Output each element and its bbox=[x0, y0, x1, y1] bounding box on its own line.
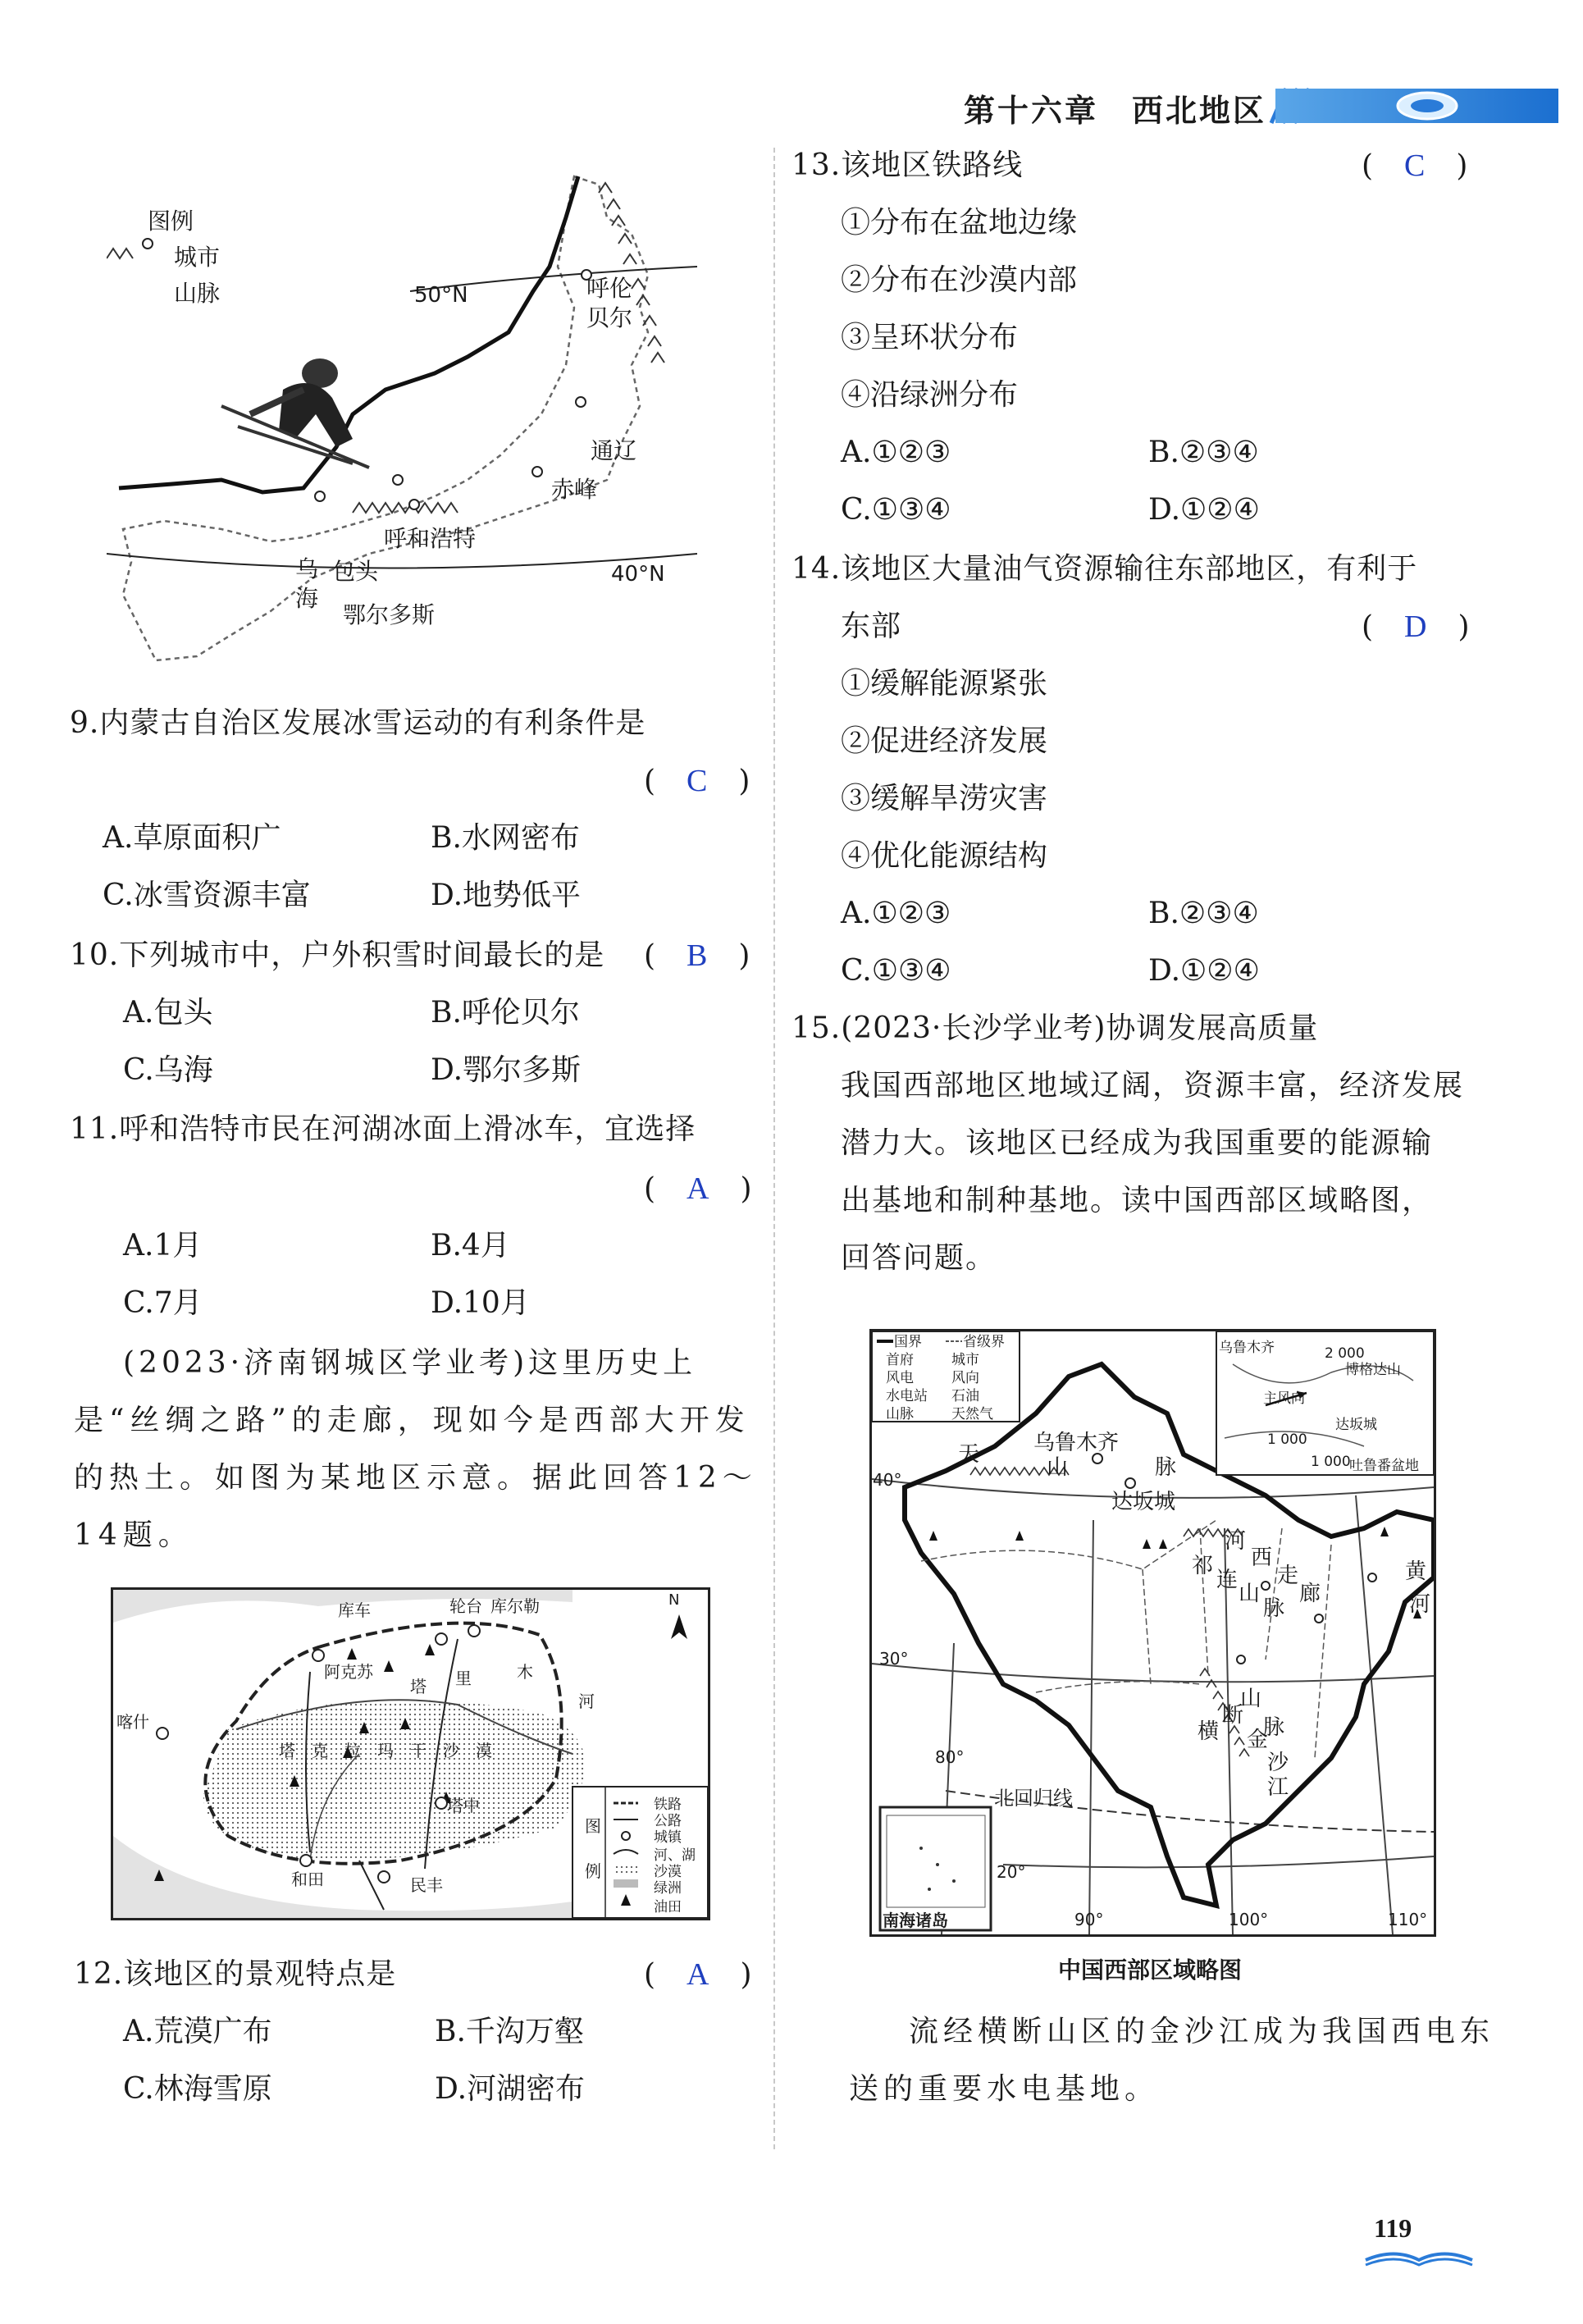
city-baotou: 包头 bbox=[332, 558, 379, 585]
q10-option-a: A.包头 bbox=[123, 996, 213, 1030]
legend2-title-2: 例 bbox=[585, 1861, 601, 1881]
q14-answer-box: ( D ) bbox=[1362, 610, 1471, 644]
q13-item-2: ②分布在沙漠内部 bbox=[841, 263, 1078, 297]
label-urumqi: 乌鲁木齐 bbox=[1033, 1431, 1120, 1455]
page-number: 119 bbox=[1374, 2213, 1412, 2243]
intro-line-4: 14题。 bbox=[74, 1518, 194, 1552]
label-sha: 沙 bbox=[1267, 1751, 1289, 1775]
place-hotan: 和田 bbox=[291, 1870, 324, 1889]
label-shan-2: 山 bbox=[1239, 1582, 1261, 1606]
city-ordos: 鄂尔多斯 bbox=[343, 601, 436, 628]
q13-stem: 13.该地区铁路线 bbox=[792, 148, 1024, 182]
skier-icon bbox=[221, 358, 369, 468]
place-he: 河 bbox=[578, 1692, 595, 1711]
inset-bogda: 博格达山 bbox=[1345, 1362, 1401, 1378]
inset-h2000: 2 000 bbox=[1325, 1345, 1365, 1362]
q13-answer: C bbox=[1404, 148, 1426, 183]
label-mai-2: 脉 bbox=[1263, 1596, 1285, 1621]
label-mai-1: 脉 bbox=[1155, 1455, 1177, 1480]
label-shan-3: 山 bbox=[1240, 1687, 1262, 1711]
q9-option-a: A.草原面积广 bbox=[103, 821, 281, 855]
city-hulun: 呼伦 bbox=[586, 275, 633, 302]
place-minfeng: 民丰 bbox=[410, 1875, 443, 1895]
place-li: 里 bbox=[455, 1669, 472, 1688]
place-aksu: 阿克苏 bbox=[324, 1662, 373, 1682]
q10-option-c: C.乌海 bbox=[123, 1053, 213, 1087]
legend3-border: 国界 bbox=[894, 1334, 922, 1350]
label-heng: 横 bbox=[1198, 1719, 1220, 1744]
label-huang: 黄 bbox=[1405, 1559, 1427, 1584]
q13-option-d: D.①②④ bbox=[1148, 493, 1260, 527]
label-jin: 金 bbox=[1247, 1728, 1269, 1752]
coord-lon80: 80° bbox=[935, 1747, 965, 1767]
q15-line-2: 潜力大。该地区已经成为我国重要的能源输 bbox=[841, 1126, 1434, 1160]
legend3-capital: 首府 bbox=[886, 1352, 914, 1368]
q11-option-b: B.4月 bbox=[431, 1229, 510, 1262]
legend3-wind: 风电 bbox=[886, 1370, 914, 1386]
q9-stem: 9.内蒙古自治区发展冰雪运动的有利条件是 bbox=[70, 706, 646, 740]
lat-50-label: 50°N bbox=[414, 283, 468, 308]
coord-lon110: 110° bbox=[1388, 1910, 1428, 1929]
place-kuche: 库车 bbox=[338, 1600, 371, 1620]
place-takla: 塔 克 拉 玛 干 沙 漠 bbox=[279, 1741, 492, 1760]
q14-answer: D bbox=[1404, 610, 1428, 644]
north-label: N bbox=[668, 1591, 680, 1609]
q12-answer: A bbox=[687, 1957, 710, 1992]
label-mai-3: 脉 bbox=[1263, 1715, 1285, 1740]
place-kashgar: 喀什 bbox=[116, 1712, 149, 1732]
label-lang: 廊 bbox=[1299, 1582, 1321, 1606]
q14-option-d: D.①②④ bbox=[1148, 954, 1260, 988]
q11-option-d: D.10月 bbox=[431, 1286, 530, 1320]
label-lian: 连 bbox=[1216, 1568, 1239, 1592]
inset-h1000b: 1 000 bbox=[1311, 1454, 1351, 1470]
q9-answer: C bbox=[687, 764, 709, 798]
q13-item-1: ①分布在盆地边缘 bbox=[841, 206, 1078, 240]
city-wuhai-2: 海 bbox=[295, 585, 319, 612]
legend-mountain-label: 山脉 bbox=[174, 280, 221, 307]
label-qi: 祁 bbox=[1192, 1554, 1214, 1578]
q12-option-b: B.千沟万壑 bbox=[435, 2015, 584, 2048]
q10-answer: B bbox=[687, 938, 709, 973]
city-wuhai-1: 乌 bbox=[295, 555, 319, 582]
coord-lon90: 90° bbox=[1074, 1910, 1104, 1929]
q11-option-a: A.1月 bbox=[123, 1229, 203, 1262]
label-he: 河 bbox=[1225, 1529, 1247, 1554]
q14-item-1: ①缓解能源紧张 bbox=[841, 667, 1048, 701]
q9-option-b: B.水网密布 bbox=[431, 821, 580, 855]
q9-option-c: C.冰雪资源丰富 bbox=[103, 879, 311, 912]
label-tian: 天 bbox=[958, 1442, 980, 1467]
city-tongliao: 通辽 bbox=[591, 437, 637, 464]
q14-option-c: C.①③④ bbox=[841, 954, 951, 988]
book-icon bbox=[1362, 2244, 1476, 2268]
q11-answer-box: ( A ) bbox=[644, 1171, 753, 1206]
q13-item-3: ③呈环状分布 bbox=[841, 321, 1019, 354]
q9-answer-box: ( C ) bbox=[644, 764, 751, 798]
q9-option-d: D.地势低平 bbox=[431, 879, 582, 912]
header-logo-icon bbox=[1394, 90, 1460, 121]
inset-dabancheng: 达坂城 bbox=[1335, 1417, 1377, 1433]
coord-lat20: 20° bbox=[997, 1862, 1026, 1882]
q12-option-a: A.荒漠广布 bbox=[123, 2015, 272, 2048]
lat-40-label: 40°N bbox=[611, 562, 665, 587]
legend2-river: 河、湖 bbox=[654, 1847, 696, 1864]
label-shan-1: 山 bbox=[1047, 1455, 1069, 1480]
legend3-oil: 石油 bbox=[951, 1388, 979, 1404]
q14-stem-1: 14.该地区大量油气资源输往东部地区，有利于 bbox=[792, 552, 1418, 586]
q14-stem-2: 东部 bbox=[841, 610, 902, 643]
q12-answer-box: ( A ) bbox=[644, 1957, 753, 1992]
place-tazhong: 塔中 bbox=[447, 1796, 480, 1815]
place-ta: 塔 bbox=[410, 1677, 427, 1696]
legend3-city: 城市 bbox=[951, 1352, 979, 1368]
column-divider bbox=[773, 148, 775, 2149]
legend2-town: 城镇 bbox=[654, 1829, 682, 1846]
label-xi: 西 bbox=[1251, 1546, 1273, 1570]
q10-stem: 10.下列城市中，户外积雪时间最长的是 bbox=[70, 938, 605, 972]
place-luntai: 轮台 bbox=[449, 1596, 482, 1616]
coord-lat30: 30° bbox=[879, 1649, 909, 1669]
city-buir: 贝尔 bbox=[586, 304, 633, 331]
legend2-road: 公路 bbox=[654, 1813, 682, 1829]
place-mu: 木 bbox=[517, 1662, 533, 1682]
q14-item-2: ②促进经济发展 bbox=[841, 724, 1048, 758]
legend3-mountain: 山脉 bbox=[886, 1406, 914, 1422]
legend-title: 图例 bbox=[148, 208, 194, 235]
label-duan: 断 bbox=[1222, 1703, 1244, 1728]
intro-line-1: (2023·济南钢城区学业考)这里历史上 bbox=[123, 1346, 697, 1380]
inset-wind: 主风向 bbox=[1263, 1390, 1305, 1407]
label-he-2: 河 bbox=[1409, 1592, 1431, 1617]
legend2-railway: 铁路 bbox=[654, 1797, 682, 1813]
label-nanhai: 南海诸岛 bbox=[883, 1911, 948, 1930]
q13-option-c: C.①③④ bbox=[841, 493, 951, 527]
label-tropic: 北回归线 bbox=[994, 1787, 1073, 1810]
city-hohhot: 呼和浩特 bbox=[384, 525, 477, 552]
q15-line-4: 回答问题。 bbox=[841, 1241, 997, 1275]
q11-answer: A bbox=[687, 1171, 710, 1206]
q11-option-c: C.7月 bbox=[123, 1286, 203, 1320]
q12-option-c: C.林海雪原 bbox=[123, 2072, 272, 2106]
q13-item-4: ④沿绿洲分布 bbox=[841, 378, 1019, 412]
coord-lon100: 100° bbox=[1229, 1910, 1269, 1929]
chapter-header: 第十六章 西北地区 bbox=[964, 93, 1267, 129]
legend2-title-1: 图 bbox=[585, 1816, 601, 1836]
legend3-gas: 天然气 bbox=[951, 1406, 993, 1422]
q15-after-2: 送的重要水电基地。 bbox=[849, 2072, 1160, 2106]
label-jiang: 江 bbox=[1267, 1775, 1289, 1800]
q10-option-d: D.鄂尔多斯 bbox=[431, 1053, 582, 1087]
legend3-provincial: 省级界 bbox=[963, 1334, 1005, 1350]
intro-line-3: 的热土。如图为某地区示意。据此回答12～ bbox=[74, 1461, 758, 1495]
label-zou: 走 bbox=[1277, 1564, 1299, 1588]
q10-option-b: B.呼伦贝尔 bbox=[431, 996, 580, 1030]
legend-city-label: 城市 bbox=[174, 244, 221, 271]
label-dabancheng: 达坂城 bbox=[1111, 1490, 1176, 1514]
q12-stem: 12.该地区的景观特点是 bbox=[74, 1957, 397, 1991]
q14-item-4: ④优化能源结构 bbox=[841, 839, 1048, 873]
q15-line-3: 出基地和制种基地。读中国西部区域略图， bbox=[841, 1184, 1434, 1217]
q15-stem: 15.(2023·长沙学业考)协调发展高质量 bbox=[792, 1011, 1319, 1045]
legend3-hydro: 水电站 bbox=[886, 1388, 928, 1404]
inset-turpan: 吐鲁番盆地 bbox=[1349, 1458, 1419, 1474]
inset-h1000a: 1 000 bbox=[1267, 1431, 1307, 1448]
map3-caption: 中国西部区域略图 bbox=[1058, 1956, 1243, 1984]
coord-lat40: 40° bbox=[873, 1470, 902, 1490]
inset-urumqi: 乌鲁木齐 bbox=[1219, 1340, 1275, 1356]
q11-stem: 11.呼和浩特市民在河湖冰面上滑冰车，宜选择 bbox=[70, 1112, 696, 1146]
intro-line-2: 是“丝绸之路”的走廊，现如今是西部大开发 bbox=[74, 1404, 750, 1437]
q13-answer-box: ( C ) bbox=[1362, 148, 1469, 183]
q15-line-1: 我国西部地区地域辽阔，资源丰富，经济发展 bbox=[841, 1069, 1465, 1103]
q13-option-a: A.①②③ bbox=[841, 436, 951, 469]
q14-option-a: A.①②③ bbox=[841, 897, 951, 930]
legend2-oasis: 绿洲 bbox=[654, 1880, 682, 1897]
q12-option-d: D.河湖密布 bbox=[435, 2072, 586, 2106]
legend2-oilfield: 油田 bbox=[654, 1899, 682, 1915]
city-chifeng: 赤峰 bbox=[551, 476, 598, 503]
q15-after-1: 流经横断山区的金沙江成为我国西电东 bbox=[909, 2015, 1495, 2048]
place-korla: 库尔勒 bbox=[490, 1596, 540, 1616]
legend2-desert: 沙漠 bbox=[654, 1864, 682, 1880]
q14-item-3: ③缓解旱涝灾害 bbox=[841, 782, 1048, 815]
q10-answer-box: ( B ) bbox=[644, 938, 751, 973]
q14-option-b: B.②③④ bbox=[1148, 897, 1259, 930]
legend3-wind-direction: 风向 bbox=[951, 1370, 979, 1386]
q13-option-b: B.②③④ bbox=[1148, 436, 1259, 469]
